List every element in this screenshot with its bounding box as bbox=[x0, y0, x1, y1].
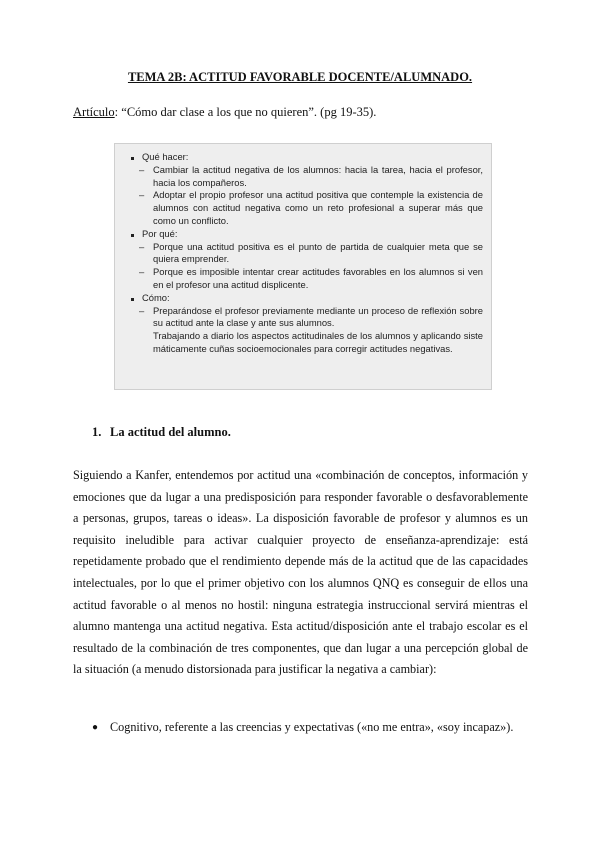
summary-item-text: Porque es imposible intentar crear actitudes favorables en los alumnos si ven en el profesor una actitud displicente. bbox=[153, 266, 483, 290]
bullet-item bbox=[92, 717, 522, 739]
summary-item-text: Preparándose el profesor previamente mediante un proceso de reflexión sobre su actitud ante la clase y ante sus alumnos. bbox=[153, 304, 483, 329]
summary-section-heading: Por qué: bbox=[142, 227, 178, 239]
dash-bullet-icon: – bbox=[139, 266, 145, 278]
section-number: 1. bbox=[92, 425, 102, 439]
summary-list-item bbox=[139, 241, 483, 267]
article-reference bbox=[73, 105, 376, 120]
summary-item-text: Porque una actitud positiva es el punto de partida de cualquier meta que se quiera emprender. bbox=[153, 240, 483, 265]
summary-section-por-que bbox=[129, 228, 483, 241]
summary-list-por-que bbox=[129, 241, 483, 292]
summary-list-como bbox=[129, 305, 483, 331]
summary-section-como bbox=[129, 292, 483, 305]
dash-bullet-icon: – bbox=[139, 163, 145, 175]
page-title: TEMA 2B: ACTITUD FAVORABLE DOCENTE/ALUMNADO. bbox=[127, 70, 473, 84]
summary-list-que-hacer bbox=[129, 164, 483, 228]
summary-list-item bbox=[139, 305, 483, 331]
summary-continuation-text: Trabajando a diario los aspectos actitudinales de los alumnos y aplicando siste máticamente cuñas socioemocionales para corregir actitudes negativas. bbox=[153, 330, 483, 354]
summary-list-item bbox=[139, 164, 483, 190]
dash-bullet-icon: – bbox=[139, 304, 145, 316]
bullet-text: Cognitivo, referente a las creencias y expectativas («no me entra», «soy incapaz»). bbox=[110, 720, 514, 734]
body-paragraph: Siguiendo a Kanfer, entendemos por actitud una «combinación de conceptos, información y emociones que da lugar a una predisposición para responder favorable o desfavorablemente a personas, grupos, tareas o ideas». La disposición favorable de profesor y alumnos es un requisito ineludible para activar cualquier proyecto de enseñanza-aprendizaje: está repetidamente probado que el rendimiento depende más de la actitud que de las capacidades intelectuales, por lo que el primer objetivo con los alumnos QNQ es conseguir de ellos una actitud favorable o al menos no hostil: ninguna estrategia instruccional servirá mientras el alumno mantenga una actitud negativa. Esta actitud/disposición ante el trabajo escolar es el resultado de la combinación de tres componentes, que dan lugar a una percepción global de la situación (a menudo distorsionada para justificar la negativa a cambiar): bbox=[73, 468, 528, 677]
section-heading bbox=[92, 425, 231, 440]
square-bullet-icon bbox=[131, 234, 134, 237]
article-label: Artículo bbox=[73, 105, 115, 119]
square-bullet-icon bbox=[131, 157, 134, 160]
round-bullet-icon: ● bbox=[92, 722, 99, 733]
summary-section-heading: Qué hacer: bbox=[142, 151, 189, 162]
summary-section-que-hacer bbox=[129, 151, 483, 164]
square-bullet-icon bbox=[131, 298, 134, 301]
summary-section-heading: Cómo: bbox=[142, 291, 170, 303]
article-text: : “Cómo dar clase a los que no quieren”. (pg 19-35). bbox=[114, 105, 377, 119]
summary-list-item bbox=[139, 266, 483, 292]
summary-list-item bbox=[139, 189, 483, 227]
dash-bullet-icon: – bbox=[139, 189, 145, 201]
section-title: La actitud del alumno. bbox=[110, 425, 231, 439]
dash-bullet-icon: – bbox=[139, 240, 145, 252]
summary-item-text: Adoptar el propio profesor una actitud positiva que contemple la existencia de alumnos con actitud negativa como un reto profesional a superar más que como un conflicto. bbox=[153, 189, 483, 226]
summary-item-text: Cambiar la actitud negativa de los alumnos: hacia la tarea, hacia el profesor, hacia los compañeros. bbox=[153, 163, 483, 188]
summary-box bbox=[114, 143, 492, 390]
